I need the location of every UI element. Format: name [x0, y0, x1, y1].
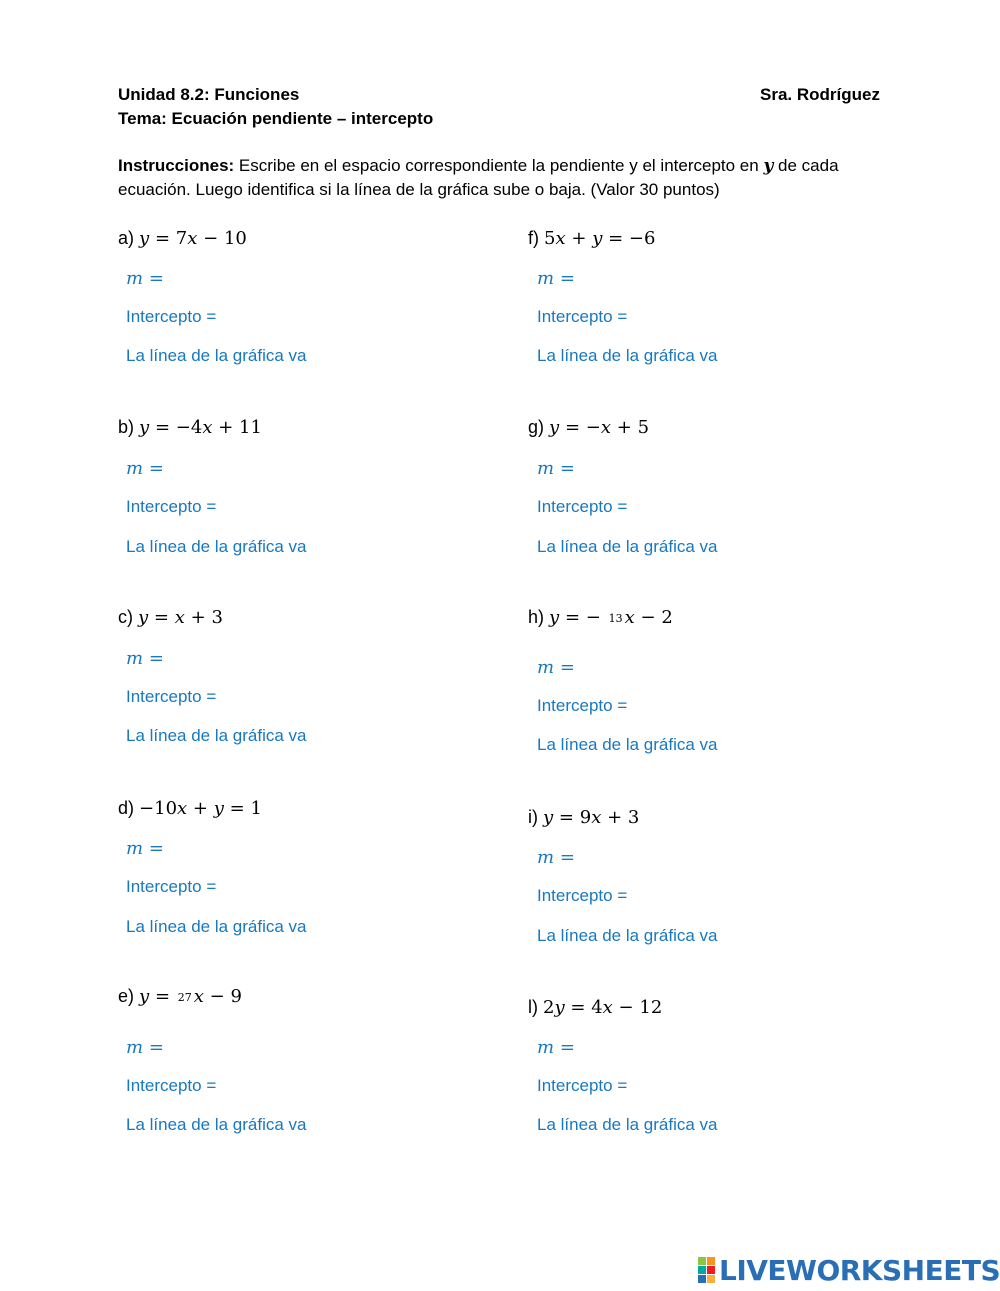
teacher-name: Sra. Rodríguez [760, 85, 880, 104]
problem-d [118, 798, 262, 819]
problem-label: f) [528, 228, 539, 248]
logo-text: LIVEWORKSHEETS [719, 1253, 1000, 1287]
problem-label: e) [118, 986, 135, 1006]
instructions-var: y [763, 156, 774, 176]
equation-lhs: y = [139, 986, 171, 1007]
fraction: 27 [177, 990, 192, 1004]
direction-label: La línea de la gráfica va [537, 735, 718, 754]
problem-g [528, 417, 649, 438]
intercept-label: Intercepto = [126, 687, 217, 706]
intercept-label: Intercepto = [126, 877, 217, 896]
problem-h [528, 607, 673, 628]
direction-label: La línea de la gráfica va [537, 346, 718, 365]
problem-label: b) [118, 417, 135, 437]
problem-c [118, 607, 223, 628]
intercept-label: Intercepto = [537, 497, 628, 516]
equation-rhs: x − 2 [624, 607, 673, 628]
problem-l [528, 997, 662, 1018]
logo-block [698, 1257, 706, 1265]
logo-block [707, 1275, 715, 1283]
equation: −10x + y = 1 [139, 798, 262, 819]
instructions-text-2: de cada ecuación. Luego identifica si la línea de la gráfica sube o baja. (Valor 30 puntos) [118, 156, 839, 199]
logo-block [698, 1266, 706, 1274]
problem-label: i) [528, 807, 538, 827]
topic-title: Tema: Ecuación pendiente – intercepto [118, 109, 434, 128]
instructions [118, 154, 888, 202]
slope-label: m = [537, 458, 575, 479]
problem-f [528, 228, 655, 249]
logo-block [698, 1275, 706, 1283]
logo-mark-icon [698, 1257, 715, 1283]
intercept-label: Intercepto = [126, 497, 217, 516]
direction-label: La línea de la gráfica va [126, 917, 307, 936]
equation: y = −x + 5 [549, 417, 650, 438]
problem-b [118, 417, 262, 438]
instructions-text-1: Escribe en el espacio correspondiente la pendiente y el intercepto en [234, 156, 764, 175]
intercept-label: Intercepto = [126, 307, 217, 326]
slope-label: m = [126, 648, 164, 669]
logo-block [707, 1266, 715, 1274]
direction-label: La línea de la gráfica va [537, 926, 718, 945]
direction-label: La línea de la gráfica va [126, 537, 307, 556]
problem-label: c) [118, 607, 133, 627]
slope-label: m = [537, 1037, 575, 1058]
unit-title: Unidad 8.2: Funciones [118, 85, 300, 104]
liveworksheets-logo [698, 1253, 1000, 1287]
slope-label: m = [537, 847, 575, 868]
equation: y = x + 3 [138, 607, 223, 628]
problem-a [118, 228, 247, 249]
slope-label: m = [126, 838, 164, 859]
problem-label: d) [118, 798, 135, 818]
problem-e [118, 986, 242, 1007]
direction-label: La línea de la gráfica va [126, 726, 307, 745]
fraction: 13 [608, 611, 623, 625]
slope-label: m = [537, 268, 575, 289]
slope-label: m = [126, 458, 164, 479]
equation: 5x + y = −6 [544, 228, 656, 249]
slope-label: m = [126, 1037, 164, 1058]
equation: 2y = 4x − 12 [543, 997, 663, 1018]
direction-label: La línea de la gráfica va [537, 537, 718, 556]
problem-label: h) [528, 607, 545, 627]
intercept-label: Intercepto = [537, 696, 628, 715]
problem-label: g) [528, 417, 545, 437]
equation-rhs: x − 9 [193, 986, 242, 1007]
equation: y = 9x + 3 [543, 807, 640, 828]
slope-label: m = [126, 268, 164, 289]
problem-label: l) [528, 997, 538, 1017]
problem-i [528, 807, 639, 828]
equation-lhs: y = − [549, 607, 601, 628]
equation: y = 7x − 10 [139, 228, 247, 249]
direction-label: La línea de la gráfica va [126, 346, 307, 365]
direction-label: La línea de la gráfica va [126, 1115, 307, 1134]
intercept-label: Intercepto = [126, 1076, 217, 1095]
intercept-label: Intercepto = [537, 886, 628, 905]
intercept-label: Intercepto = [537, 307, 628, 326]
problem-label: a) [118, 228, 135, 248]
logo-block [707, 1257, 715, 1265]
slope-label: m = [537, 657, 575, 678]
intercept-label: Intercepto = [537, 1076, 628, 1095]
instructions-label: Instrucciones: [118, 156, 235, 175]
direction-label: La línea de la gráfica va [537, 1115, 718, 1134]
equation: y = −4x + 11 [139, 417, 262, 438]
